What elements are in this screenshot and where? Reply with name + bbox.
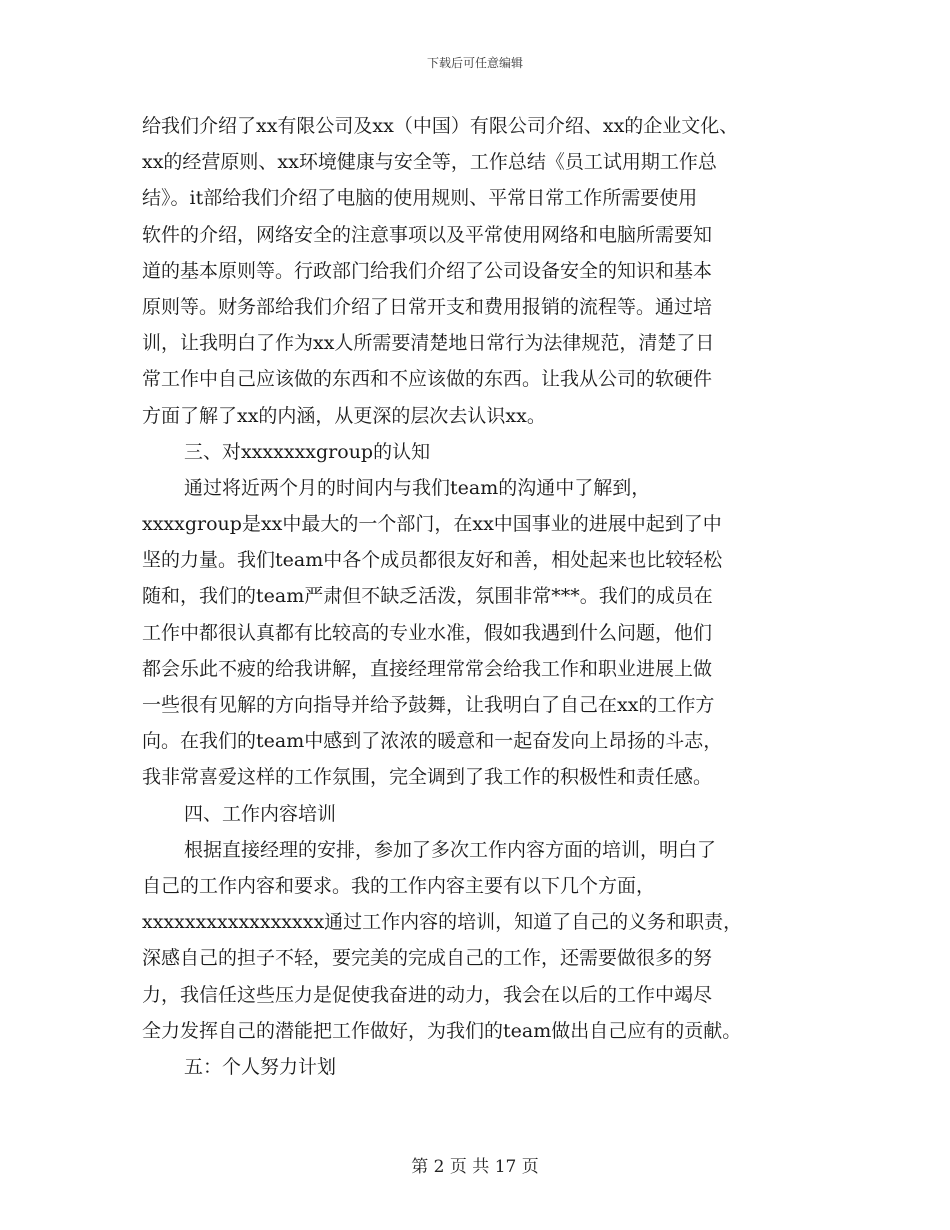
document-body xyxy=(142,108,842,1085)
body-line: xxxxgroup是xx中最大的一个部门，在xx中国事业的进展中起到了中 xyxy=(142,513,722,536)
body-line: xx的经营原则、xx环境健康与安全等，工作总结《员工试用期工作总 xyxy=(142,151,717,174)
body-line: 常工作中自己应该做的东西和不应该做的东西。让我从公司的软硬件 xyxy=(142,368,713,391)
body-line: 深感自己的担子不轻，要完美的完成自己的工作，还需要做很多的努 xyxy=(142,947,713,970)
section-heading: 三、对xxxxxxxgroup的认知 xyxy=(184,440,431,463)
body-line: 原则等。财务部给我们介绍了日常开支和费用报销的流程等。通过培 xyxy=(142,295,713,318)
body-line: 自己的工作内容和要求。我的工作内容主要有以下几个方面， xyxy=(142,874,656,897)
section-heading: 四、工作内容培训 xyxy=(184,802,337,825)
body-line: 坚的力量。我们team中各个成员都很友好和善，相处起来也比较轻松 xyxy=(142,549,723,572)
body-line: 方面了解了xx的内涵，从更深的层次去认识xx。 xyxy=(142,404,546,427)
body-line: 一些很有见解的方向指导并给予鼓舞，让我明白了自己在xx的工作方 xyxy=(142,694,715,716)
body-line: 全力发挥自己的潜能把工作做好，为我们的team做出自己应有的贡献。 xyxy=(142,1019,742,1042)
section-heading: 五：个人努力计划 xyxy=(184,1055,337,1078)
body-line: 道的基本原则等。行政部门给我们介绍了公司设备安全的知识和基本 xyxy=(142,259,713,282)
body-line: 训，让我明白了作为xx人所需要清楚地日常行为法律规范，清楚了日 xyxy=(142,332,715,355)
page-header-note: 下载后可任意编辑 xyxy=(426,56,523,70)
body-line: 结》。it部给我们介绍了电脑的使用规则、平常日常工作所需要使用 xyxy=(142,187,698,210)
page-number-footer: 第 2 页 共 17 页 xyxy=(411,1157,539,1177)
body-line: 都会乐此不疲的给我讲解，直接经理常常会给我工作和职业进展上做 xyxy=(142,657,713,680)
body-line: 随和，我们的team严肃但不缺乏活泼，氛围非常***。我们的成员在 xyxy=(142,585,713,608)
body-line: xxxxxxxxxxxxxxxxx通过工作内容的培训，知道了自己的义务和职责， xyxy=(142,911,743,934)
body-line: 根据直接经理的安排，参加了多次工作内容方面的培训，明白了 xyxy=(184,838,717,861)
body-line: 力，我信任这些压力是促使我奋进的动力，我会在以后的工作中竭尽 xyxy=(142,983,713,1006)
body-line: 工作中都很认真都有比较高的专业水准，假如我遇到什么问题，他们 xyxy=(142,621,713,644)
body-line: 给我们介绍了xx有限公司及xx（中国）有限公司介绍、xx的企业文化、 xyxy=(142,115,739,137)
body-line: 通过将近两个月的时间内与我们team的沟通中了解到， xyxy=(184,476,651,499)
body-line: 向。在我们的team中感到了浓浓的暖意和一起奋发向上昂扬的斗志， xyxy=(142,730,723,753)
body-line: 软件的介绍，网络安全的注意事项以及平常使用网络和电脑所需要知 xyxy=(142,223,713,246)
body-line: 我非常喜爱这样的工作氛围，完全调到了我工作的积极性和责任感。 xyxy=(142,766,713,789)
